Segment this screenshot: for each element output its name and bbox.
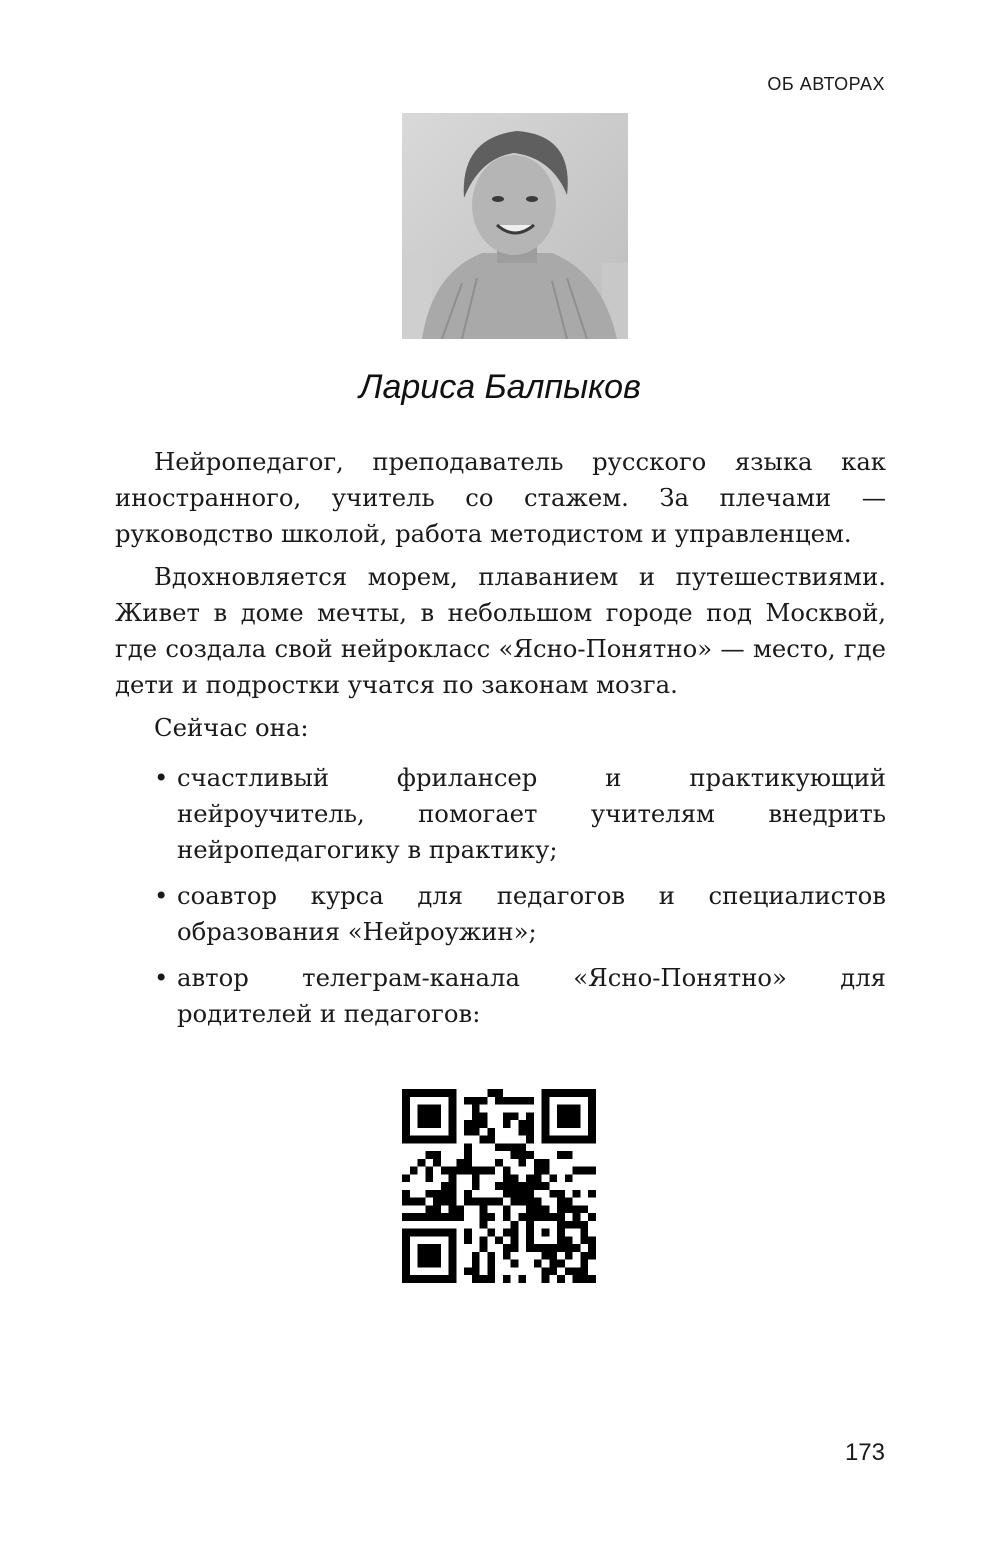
list-item-text: соавтор курса для педагогов и специалистов образования «Нейроужин»; [177, 881, 886, 946]
bullet-marker: • [154, 963, 169, 992]
bio-paragraph: Сейчас она: [154, 713, 309, 742]
bio-paragraph: Нейропедагог, преподаватель русского языка как иностранного, учитель со стажем. За плечами — руководство школой, работа методистом и управленцем. [115, 447, 886, 548]
bullet-marker: • [154, 763, 169, 792]
page-number: 173 [844, 1439, 885, 1466]
bio-text [115, 444, 886, 1042]
list-item [115, 760, 886, 868]
bio-paragraph: Вдохновляется морем, плаванием и путешествиями. Живет в доме мечты, в небольшом городе под Москвой, где создала свой нейрокласс «Ясно-Понятно» — место, где дети и подростки учатся по законам мозга. [115, 562, 886, 699]
running-head: ОБ АВТОРАХ [767, 74, 885, 94]
bullet-list [115, 760, 886, 1032]
list-item [115, 878, 886, 950]
list-item-text: счастливый фрилансер и практикующий нейроучитель, помогает учителям внедрить нейропедагогику в практику; [177, 763, 886, 864]
list-item [115, 960, 886, 1032]
author-photo [402, 113, 628, 339]
bullet-marker: • [154, 881, 169, 910]
author-name: Лариса Балпыков [359, 368, 641, 406]
list-item-text: автор телеграм-канала «Ясно-Понятно» для родителей и педагогов: [177, 963, 886, 1028]
qr-code[interactable] [402, 1089, 596, 1283]
